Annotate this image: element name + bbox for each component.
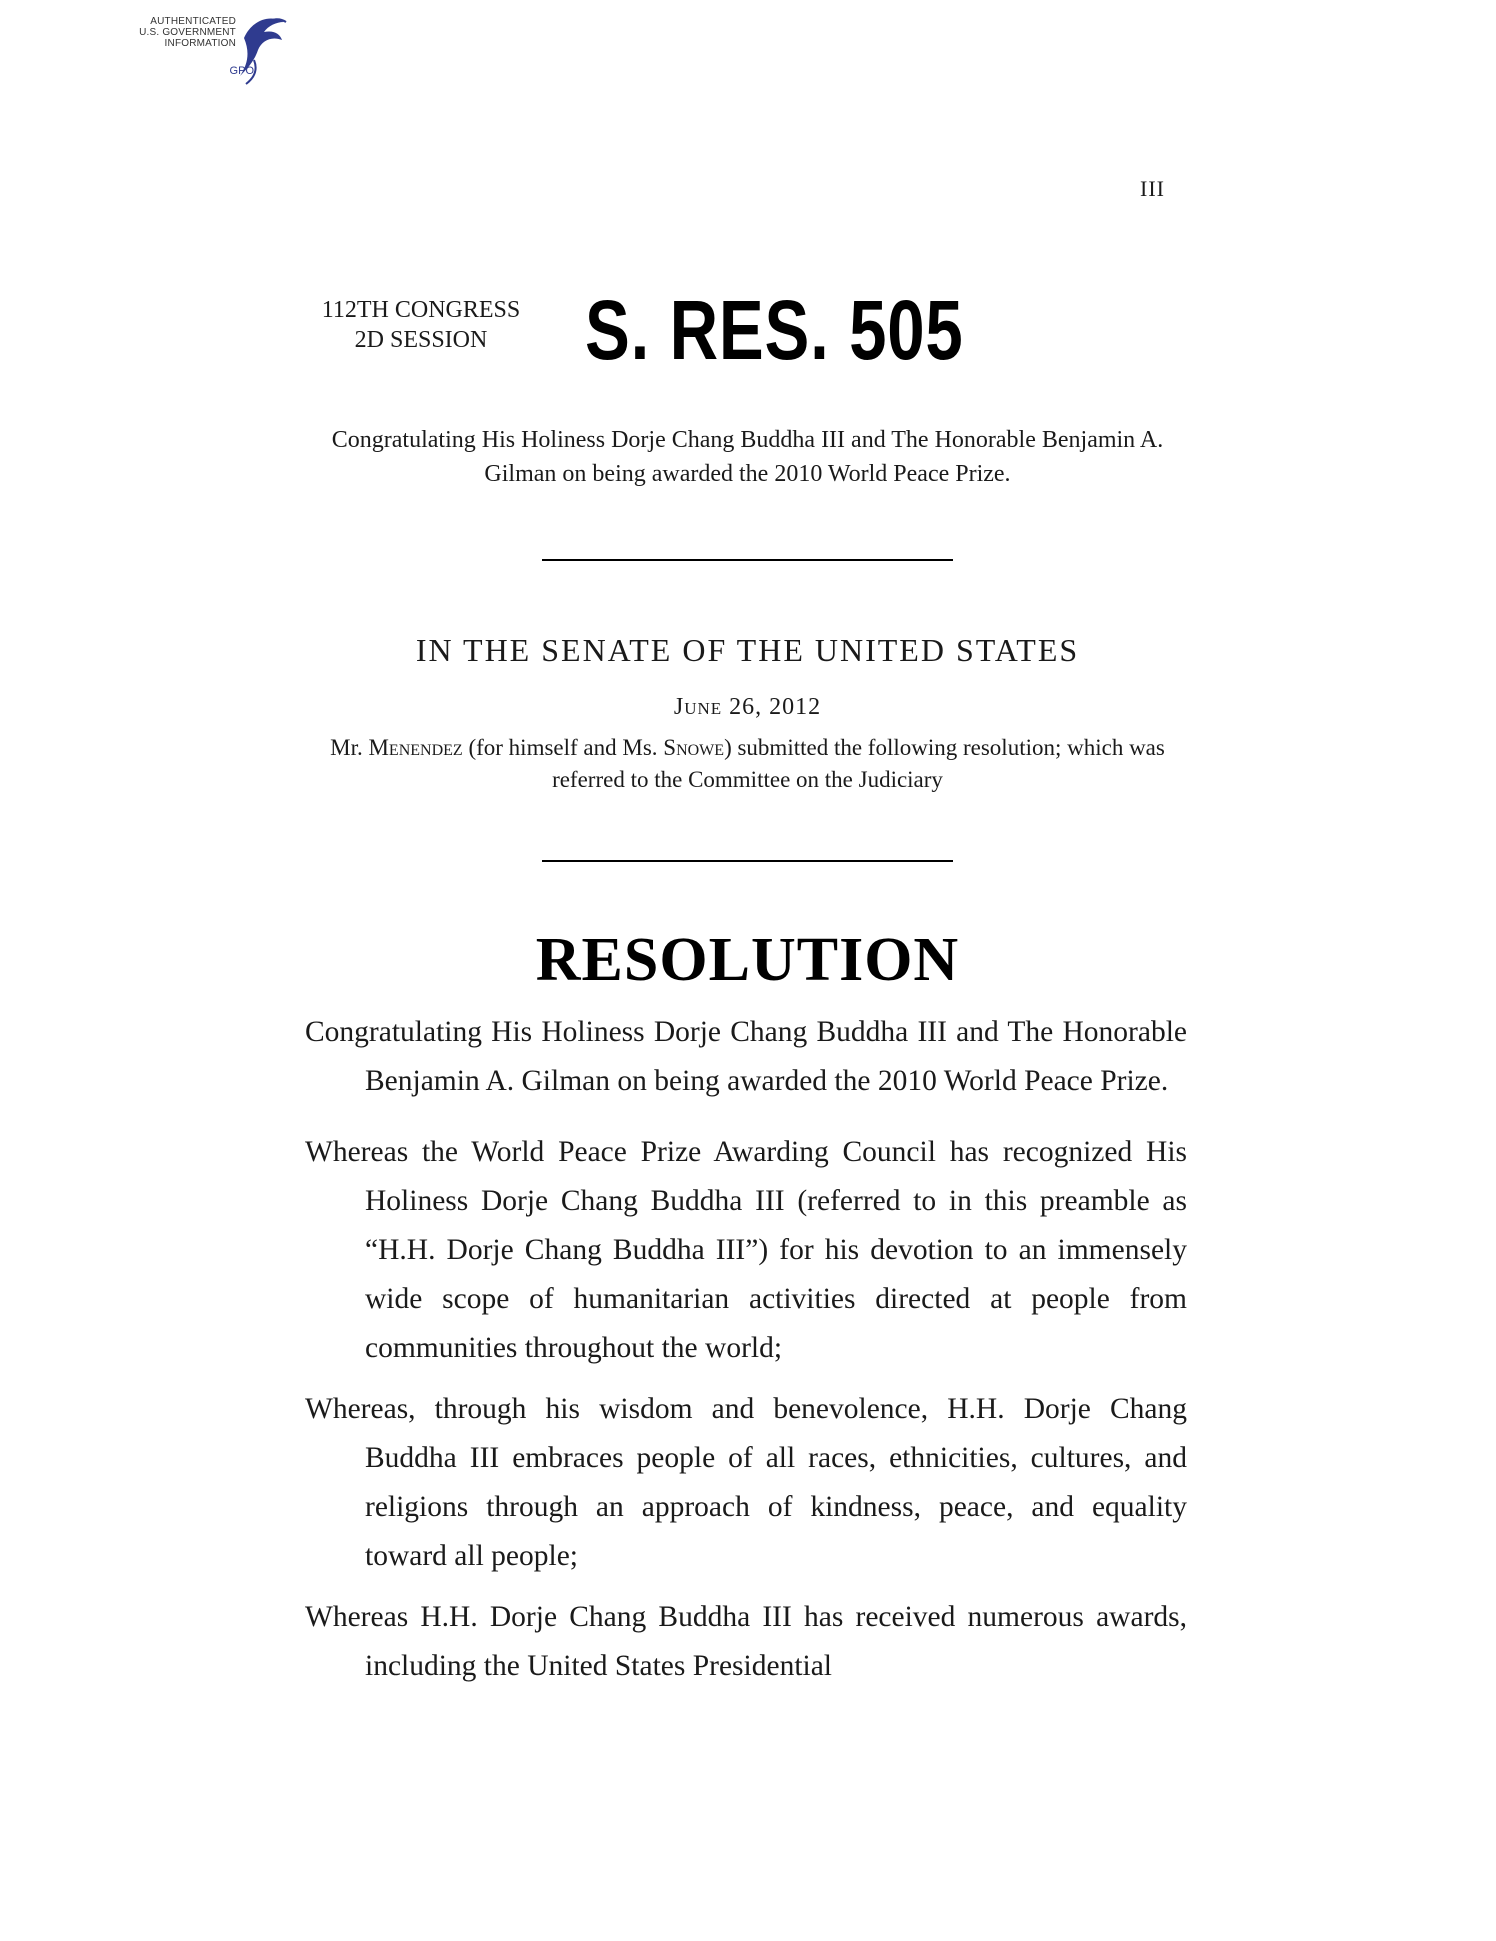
cosponsor-name: Snowe xyxy=(663,735,725,760)
divider-rule xyxy=(542,559,953,561)
short-title: Congratulating His Holiness Dorje Chang Buddha III and The Honorable Benjamin A. Gilman on being awarded the 2010 World Peace Prize. xyxy=(331,427,1164,487)
action-date: June 26, 2012 xyxy=(673,694,822,720)
resolution-body xyxy=(305,1008,1187,1703)
document-type-heading: RESOLUTION xyxy=(535,926,960,994)
page-mark: III xyxy=(1140,176,1165,201)
logo-line-1: AUTHENTICATED xyxy=(150,16,236,27)
logo-line-3: INFORMATION xyxy=(164,38,236,49)
whereas-clause: Whereas H.H. Dorje Chang Buddha III has received numerous awards, including the United States Presidential xyxy=(305,1601,1187,1682)
congress-number: 112TH CONGRESS xyxy=(321,297,521,323)
gpo-logo xyxy=(118,10,288,86)
logo-text xyxy=(118,16,236,49)
intro-prefix: Mr. xyxy=(330,735,369,760)
intro-suffix: ) submitted the following resolution; which was referred to the Committee on the Judiciary xyxy=(552,735,1165,792)
session-number: 2D SESSION xyxy=(354,327,488,353)
congress-session xyxy=(290,295,552,355)
eagle-icon xyxy=(236,10,288,86)
logo-gpo-abbr: GPO xyxy=(229,65,254,77)
introduction-statement xyxy=(320,732,1175,796)
resolution-title: Congratulating His Holiness Dorje Chang Buddha III and The Honorable Benjamin A. Gilman on being awarded the 2010 World Peace Prize. xyxy=(305,1016,1187,1097)
bill-number: S. RES. 505 xyxy=(585,283,964,377)
sponsor-name: Menendez xyxy=(368,735,463,760)
whereas-clause: Whereas, through his wisdom and benevolence, H.H. Dorje Chang Buddha III embraces people of all races, ethnicities, cultures, and religions through an approach of kindness, peace, and equality toward all people; xyxy=(305,1393,1187,1572)
intro-middle: (for himself and Ms. xyxy=(462,735,664,760)
logo-line-2: U.S. GOVERNMENT xyxy=(139,27,236,38)
whereas-clause: Whereas the World Peace Prize Awarding Council has recognized His Holiness Dorje Chang Buddha III (referred to in this preamble as “H.H. Dorje Chang Buddha III”) for his devotion to an immensely wide scope of humanitarian activities directed at people from communities throughout the world; xyxy=(305,1136,1187,1364)
divider-rule xyxy=(542,860,953,862)
chamber-heading: IN THE SENATE OF THE UNITED STATES xyxy=(415,632,1080,668)
